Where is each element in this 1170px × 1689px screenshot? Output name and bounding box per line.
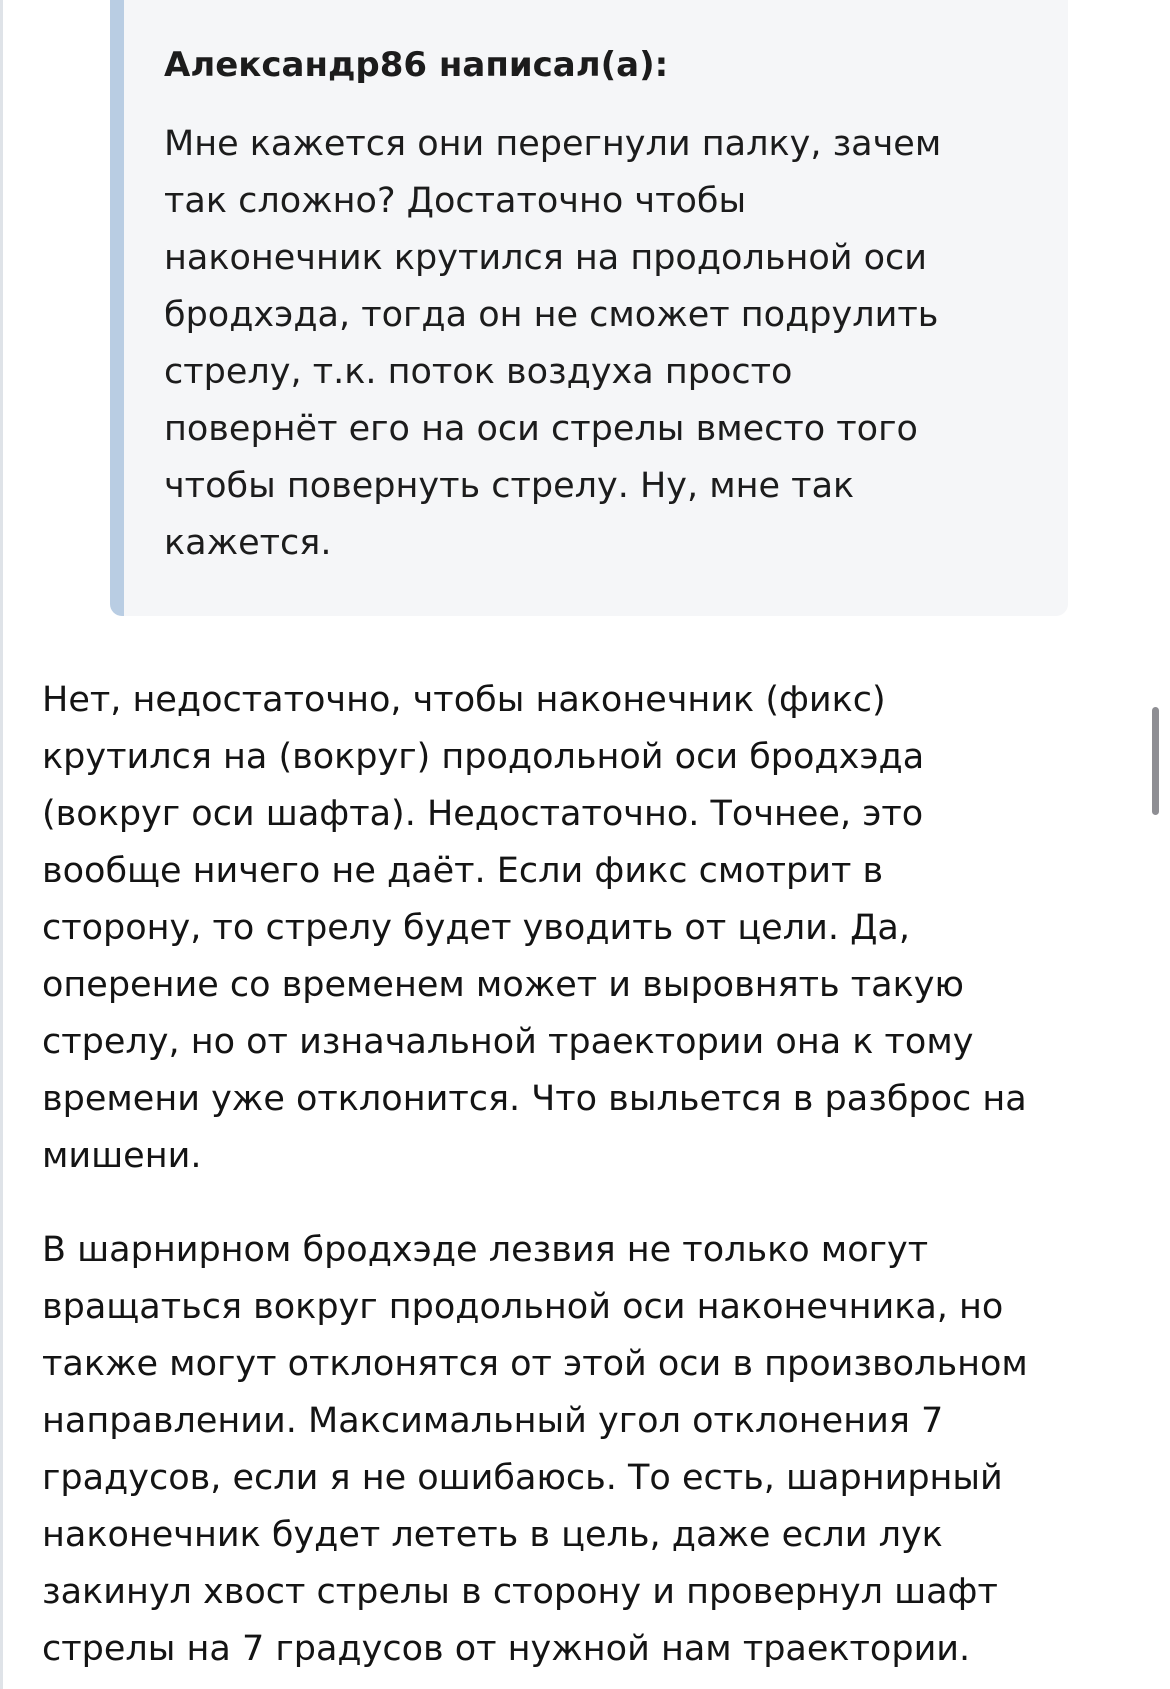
quote-line: Мне кажется они перегнули палку, зачем <box>164 124 942 164</box>
post-line: сторону, то стрелу будет уводить от цели. Да, <box>42 908 910 948</box>
post-line: стрелу, но от изначальной траектории она к тому <box>42 1022 974 1062</box>
post-line: градусов, если я не ошибаюсь. То есть, шарнирный <box>42 1458 1003 1498</box>
post-line: (вокруг оси шафта). Недостаточно. Точнее, это <box>42 794 924 834</box>
quote-line: чтобы повернуть стрелу. Ну, мне так <box>164 466 855 506</box>
quote-line: повернёт его на оси стрелы вместо того <box>164 409 918 449</box>
post-line: мишени. <box>42 1136 202 1176</box>
quote-author: Александр86 написал(а): <box>164 45 669 85</box>
quote-block <box>110 0 1068 616</box>
quote-line: кажется. <box>164 523 332 563</box>
post-line: оперение со временем может и выровнять такую <box>42 965 964 1005</box>
post-line: вообще ничего не даёт. Если фикс смотрит в <box>42 851 884 891</box>
post-line: крутился на (вокруг) продольной оси бродхэда <box>42 737 925 777</box>
quote-line: так сложно? Достаточно чтобы <box>164 181 747 221</box>
post-line: также могут отклонятся от этой оси в произвольном <box>42 1344 1028 1384</box>
post-line: стрелы на 7 градусов от нужной нам траектории. <box>42 1629 971 1669</box>
quote-line: наконечник крутился на продольной оси <box>164 238 928 278</box>
post-line: вращаться вокруг продольной оси наконечника, но <box>42 1287 1004 1327</box>
post-line: В шарнирном бродхэде лезвия не только могут <box>42 1230 929 1270</box>
post-line: закинул хвост стрелы в сторону и провернул шафт <box>42 1572 998 1612</box>
post-paragraph-1 <box>42 672 1122 1185</box>
post-line: наконечник будет лететь в цель, даже если лук <box>42 1515 943 1555</box>
scrollbar-thumb[interactable] <box>1152 707 1159 815</box>
post-line: Нет, недостаточно, чтобы наконечник (фикс) <box>42 680 886 720</box>
left-edge-divider <box>0 0 3 1689</box>
post-line: времени уже отклонится. Что выльется в разброс на <box>42 1079 1027 1119</box>
quote-line: бродхэда, тогда он не сможет подрулить <box>164 295 939 335</box>
quote-line: стрелу, т.к. поток воздуха просто <box>164 352 793 392</box>
post-line: направлении. Максимальный угол отклонения 7 <box>42 1401 944 1441</box>
post-paragraph-2 <box>42 1222 1122 1678</box>
quote-text <box>164 116 1054 572</box>
